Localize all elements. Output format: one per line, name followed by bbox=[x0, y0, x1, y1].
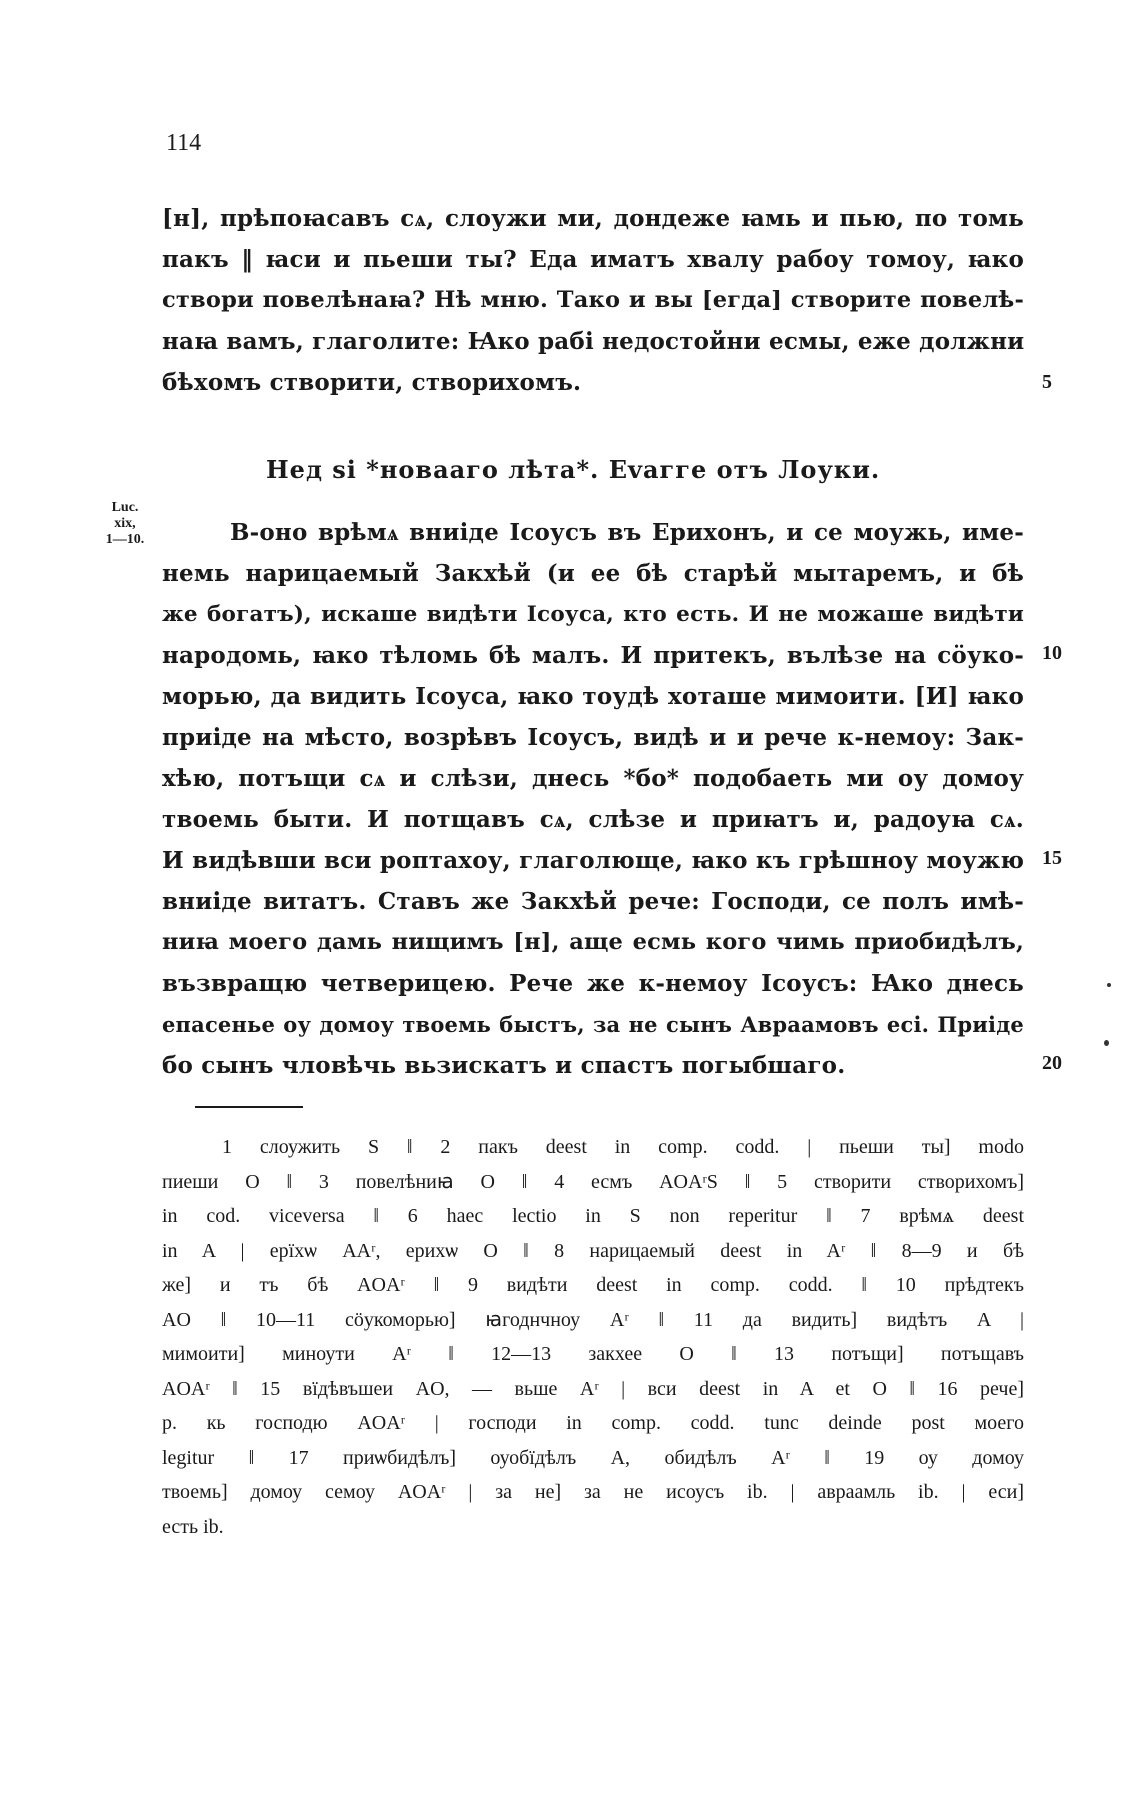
line-number-20: 20 bbox=[1042, 1052, 1062, 1074]
line-number-15: 15 bbox=[1042, 847, 1062, 869]
text-line: твоемь быти. И потщавъ сѧ, слѣзе и приꙗтъ и, радоуꙗ сѧ. bbox=[162, 806, 1024, 833]
margin-ref-book: Luc. bbox=[111, 500, 139, 515]
text-line: ниꙗ моего дамь нищимъ [н], аще есмь кого чимь приобидѣлъ, bbox=[162, 929, 1024, 955]
text-line: И видѣвши вси роптахоу, глаголюще, ꙗко къ грѣшноу моужю bbox=[162, 847, 1025, 874]
footnote-line: мимоити] миноути Aʳ ‖ 12—13 закхее O ‖ 13 потъщи] потъщавъ bbox=[162, 1343, 1024, 1365]
footnote-line: 1 слоужить S ‖ 2 пакъ deest in comp. codd. | пьеши ты] modo bbox=[222, 1136, 1024, 1158]
print-speck bbox=[1104, 1040, 1109, 1046]
text-line: народомь, ꙗко тѣломь бѣ малъ. И притекъ, вълѣзе на сӧуко- bbox=[162, 642, 1024, 669]
footnote-line: in A | ерїхѡ AAʳ, ерихѡ O ‖ 8 нарицаемый deest in Aʳ ‖ 8—9 и бѣ bbox=[162, 1239, 1024, 1262]
line-number-5: 5 bbox=[1042, 371, 1052, 393]
paragraph-1 bbox=[162, 198, 1024, 403]
footnote-line: твоемь] домоу семоу AOAʳ | за не] за не исоусъ ib. | авраамль ib. | еси] bbox=[162, 1481, 1024, 1503]
margin-reference bbox=[100, 500, 150, 548]
text-line: възвращю четверицею. Рече же к-немоу Ісоусъ: Ꙗко днесь bbox=[162, 970, 1024, 997]
line-number-10: 10 bbox=[1042, 642, 1062, 664]
text-line: [н], прѣпоꙗсавъ сѧ, слоужи ми, дондеже ꙗмь и пью, по томь bbox=[162, 205, 1024, 232]
text-line: вниіде витатъ. Ставъ же Закхѣй рече: Господи, се полъ имѣ- bbox=[162, 888, 1024, 915]
footnote-line: legitur ‖ 17 приѡбидѣлъ] оуобїдѣлъ A, обидѣлъ Aʳ ‖ 19 оу домоу bbox=[162, 1446, 1024, 1469]
footnote-line: AO ‖ 10—11 сӧукоморью] ꙗгоднчноу Aʳ ‖ 11 да видить] видѣтъ A | bbox=[162, 1308, 1024, 1331]
page-number: 114 bbox=[166, 130, 202, 156]
footnote-line: р. кь господю AOAʳ | господи in comp. codd. tunc deinde post моего bbox=[162, 1412, 1024, 1434]
text-line: В-оно врѣмѧ вниіде Ісоусъ въ Ерихонъ, и се моужь, име- bbox=[230, 519, 1024, 546]
text-line: хѣю, потъщи сѧ и слѣзи, днесь *бо* подобаеть ми оу домоу bbox=[162, 765, 1024, 792]
footnote-line: же] и тъ бѣ AOAʳ ‖ 9 видѣти deest in comp. codd. ‖ 10 прѣдтекъ bbox=[162, 1274, 1024, 1296]
margin-ref-chapter: xix, bbox=[114, 516, 136, 531]
footnote-line: есть ib. bbox=[162, 1515, 224, 1538]
text-line: приіде на мѣсто, возрѣвъ Ісоусъ, видѣ и и рече к-немоу: Зак- bbox=[162, 724, 1024, 751]
footnote-line: in cod. viceversa ‖ 6 haec lectio in S non reperitur ‖ 7 врѣмѧ deest bbox=[162, 1205, 1024, 1227]
paragraph-2 bbox=[162, 512, 1024, 1086]
print-speck bbox=[1107, 983, 1111, 987]
text-line: же богатъ), искаше видѣти Ісоуса, кто есть. И не можаше видѣти bbox=[162, 602, 1024, 627]
text-line: бо сынъ чловѣчь вьзискатъ и спастъ погыбшаго. bbox=[162, 1052, 846, 1079]
text-line: епасенье оу домоу твоемь быстъ, за не сынъ Авраамовъ есі. Приіде bbox=[162, 1012, 1024, 1037]
footnote-line: пиеши O ‖ 3 повелѣниꙗ O ‖ 4 есмъ AOAʳS ‖ 5 створити створихомъ] bbox=[162, 1170, 1024, 1193]
text-line: пакъ ‖ ꙗси и пьеши ты? Еда иматъ хвалу рабоу томоу, ꙗко bbox=[162, 246, 1024, 273]
text-line: морью, да видить Ісоуса, ꙗко тоудѣ хоташе мимоити. [И] ꙗко bbox=[162, 683, 1024, 710]
text-line: немь нарицаемый Закхѣй (и ее бѣ старѣй мытаремъ, и бѣ bbox=[162, 560, 1024, 587]
text-line: створи повелѣнаꙗ? Нѣ мню. Тако и вы [егда] створите повелѣ- bbox=[162, 287, 1024, 313]
text-line: наꙗ вамъ, глаголите: Ꙗко рабі недостойни есмы, еже должни bbox=[162, 328, 1025, 355]
text-line: бѣхомъ створити, створихомъ. bbox=[162, 369, 582, 396]
margin-ref-verses: 1—10. bbox=[105, 532, 145, 547]
section-heading: Нед ѕі *новааго лѣта*. Еvагге отъ Лоуки. bbox=[266, 455, 881, 484]
footnote-separator bbox=[195, 1106, 303, 1108]
footnotes bbox=[162, 1130, 1024, 1544]
footnote-line: AOAʳ ‖ 15 вїдѣвъшеи AO, — вьше Aʳ | вси deest in A et O ‖ 16 рече] bbox=[162, 1377, 1024, 1400]
